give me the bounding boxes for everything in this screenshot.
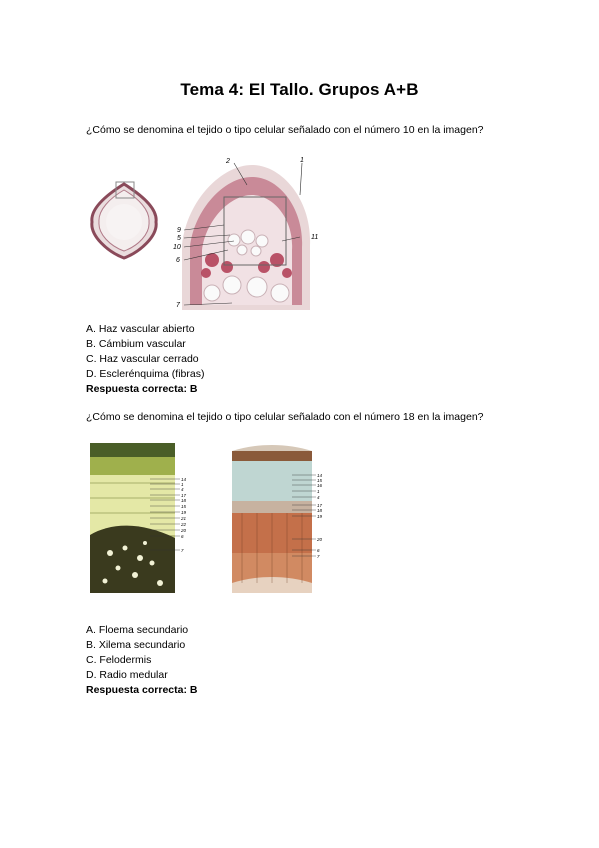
fig1-label-10: 10 bbox=[173, 244, 181, 251]
fig1-label-2: 2 bbox=[226, 158, 230, 165]
fig1-label-5: 5 bbox=[177, 235, 181, 242]
q2-option-a: A. Floema secundario bbox=[86, 624, 189, 636]
q2-option-b: B. Xilema secundario bbox=[86, 639, 186, 651]
fig2-left-label-14: 14 bbox=[181, 477, 187, 482]
q1-option-d: D. Esclerénquima (fibras) bbox=[86, 368, 205, 380]
fig2-right-label-1: 1 bbox=[317, 489, 320, 494]
fig2-right-label-16: 16 bbox=[317, 483, 323, 488]
q1-option-b: B. Cámbium vascular bbox=[86, 338, 186, 350]
stem-cross-section-thumbnail bbox=[88, 180, 160, 262]
fig1-label-7: 7 bbox=[176, 302, 180, 309]
fig2-left-label-7: 7 bbox=[181, 548, 184, 553]
wood-cross-section-micrograph-left bbox=[90, 443, 192, 593]
fig2-left-label-21: 21 bbox=[181, 516, 187, 521]
q2-correct-answer: Respuesta correcta: B bbox=[86, 684, 198, 696]
fig2-left-label-19: 19 bbox=[181, 510, 187, 515]
fig1-label-1: 1 bbox=[300, 157, 304, 164]
fig2-left-label-22: 22 bbox=[181, 522, 187, 527]
fig2-right-label-15: 15 bbox=[317, 478, 323, 483]
fig1-label-9: 9 bbox=[177, 227, 181, 234]
fig2-right-label-6: 6 bbox=[317, 548, 320, 553]
fig2-right-label-20: 20 bbox=[317, 537, 323, 542]
fig1-label-6: 6 bbox=[176, 257, 180, 264]
fig2-right-label-14: 14 bbox=[317, 473, 323, 478]
fig2-right-label-18: 18 bbox=[317, 508, 323, 513]
wood-cross-section-micrograph-right bbox=[232, 443, 336, 593]
fig2-left-label-1: 1 bbox=[181, 482, 184, 487]
fig2-left-label-6: 6 bbox=[181, 534, 184, 539]
question-1-text: ¿Cómo se denomina el tejido o tipo celular señalado con el número 10 en la imagen? bbox=[86, 124, 484, 136]
question-2-text: ¿Cómo se denomina el tejido o tipo celular señalado con el número 18 en la imagen? bbox=[86, 411, 484, 423]
question-1-options bbox=[86, 322, 204, 397]
q2-option-c: C. Felodermis bbox=[86, 654, 152, 666]
q2-option-d: D. Radio medular bbox=[86, 669, 168, 681]
q1-option-a: A. Haz vascular abierto bbox=[86, 323, 195, 335]
fig2-left-label-4: 4 bbox=[181, 487, 184, 492]
fig2-left-label-18: 18 bbox=[181, 498, 187, 503]
fig2-right-label-19: 19 bbox=[317, 514, 323, 519]
fig2-right-label-4: 4 bbox=[317, 495, 320, 500]
q1-option-c: C. Haz vascular cerrado bbox=[86, 353, 199, 365]
fig2-left-label-15: 15 bbox=[181, 504, 187, 509]
fig2-left-label-17: 17 bbox=[181, 493, 187, 498]
fig2-right-label-7: 7 bbox=[317, 554, 320, 559]
question-2-options bbox=[86, 623, 197, 698]
q1-correct-answer: Respuesta correcta: B bbox=[86, 383, 198, 395]
fig2-left-label-20: 20 bbox=[181, 528, 187, 533]
fig1-label-11: 11 bbox=[311, 234, 319, 241]
page-title: Tema 4: El Tallo. Grupos A+B bbox=[180, 80, 419, 99]
fig2-right-label-17: 17 bbox=[317, 503, 323, 508]
stem-vascular-bundle-micrograph bbox=[172, 155, 332, 315]
